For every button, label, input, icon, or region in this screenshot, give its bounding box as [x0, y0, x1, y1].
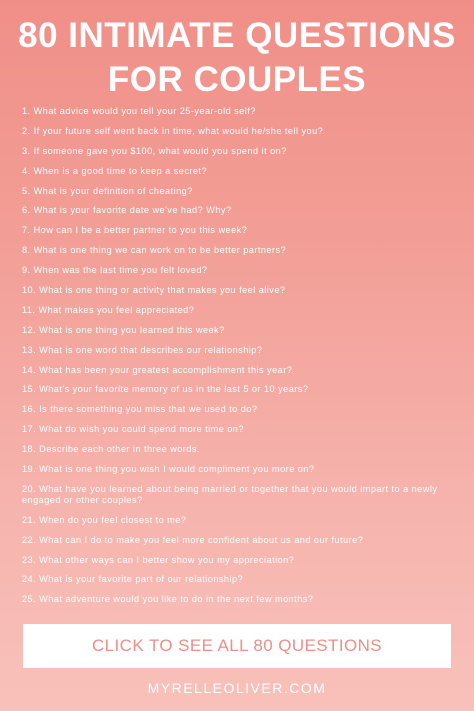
- question-item: 7. How can I be a better partner to you this week?: [22, 225, 248, 236]
- question-item: 12. What is one thing you learned this week?: [22, 324, 225, 335]
- see-all-questions-button[interactable]: [23, 624, 451, 668]
- question-item: 17. What do wish you could spend more time on?: [22, 424, 244, 435]
- question-item: 1. What advice would you tell your 25-year-old self?: [22, 106, 256, 116]
- question-item: 9. When was the last time you felt loved?: [22, 265, 208, 276]
- page-title: [0, 14, 474, 102]
- question-item: 6. What is your favorite date we've had? Why?: [22, 205, 232, 216]
- question-item: 24. What is your favorite part of our relationship?: [22, 574, 244, 585]
- title-line-2: FOR COUPLES: [107, 60, 367, 99]
- question-item: 15. What's your favorite memory of us in the last 5 or 10 years?: [22, 384, 309, 395]
- question-item: 21. When do you feel closest to me?: [22, 514, 187, 525]
- question-item: 23. What other ways can I better show you my appreciation?: [22, 554, 295, 565]
- question-item: 2. If your future self went back in time, what would he/she tell you?: [22, 125, 324, 136]
- question-item: 10. What is one thing or activity that makes you feel alive?: [22, 285, 286, 296]
- question-item: 14. What has been your greatest accomplishment this year?: [22, 364, 293, 375]
- see-all-questions-label: CLICK TO SEE ALL 80 QUESTIONS: [91, 636, 382, 655]
- question-item: 4. When is a good time to keep a secret?: [22, 165, 207, 176]
- question-list: [22, 106, 454, 614]
- title-line-1: 80 INTIMATE QUESTIONS: [18, 16, 456, 55]
- question-item: 5. What is your definition of cheating?: [22, 185, 193, 196]
- question-item: 22. What can I do to make you feel more confident about us and our future?: [22, 534, 364, 545]
- question-item: 8. What is one thing we can work on to be better partners?: [22, 245, 287, 256]
- question-item: 11. What makes you feel appreciated?: [22, 304, 195, 315]
- question-item: 13. What is one word that describes our relationship?: [22, 344, 263, 355]
- site-url: MYRELLEOLIVER.COM: [147, 680, 327, 696]
- question-item: 16. Is there something you miss that we used to do?: [22, 404, 258, 415]
- question-item: 18. Describe each other in three words.: [22, 444, 200, 455]
- question-item: 19. What is one thing you wish I would compliment you more on?: [22, 464, 315, 475]
- question-item: 20. What have you learned about being married or together that you would impart to a newly engaged or other couples?: [22, 483, 438, 505]
- question-item: 3. If someone gave you $100, what would you spend it on?: [22, 145, 287, 156]
- question-item: 25. What adventure would you like to do in the next few months?: [22, 594, 314, 605]
